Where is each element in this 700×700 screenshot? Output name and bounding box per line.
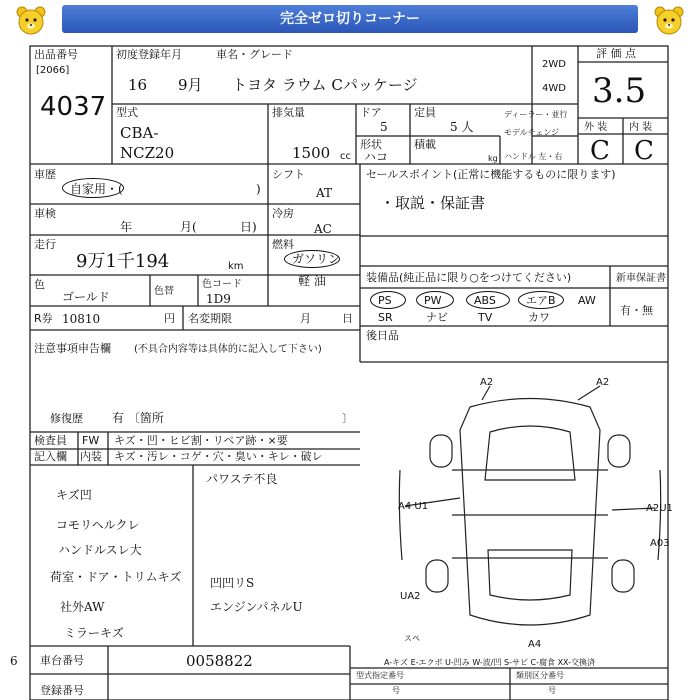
mark-rear-left: UA2 [400, 591, 421, 602]
banner-bar [62, 5, 638, 33]
mileage-label: 走行 [34, 238, 56, 251]
equip-abs-circle [466, 291, 510, 309]
new-warranty-label: 新車保証書 [616, 273, 666, 284]
mark-left-side: A4 U1 [398, 501, 429, 512]
dealer-label: ディーラー・並行 [504, 110, 568, 119]
equip-ps: PS [378, 294, 392, 307]
inspection-month: 月( [180, 220, 197, 234]
footer-col2: 類別区分番号 [516, 671, 564, 680]
recycle-unit: 円 [164, 312, 175, 325]
car-diagram [399, 386, 660, 625]
notes-label: 注意事項申告欄 [34, 342, 111, 355]
header-banner [0, 0, 700, 40]
door-label: ドア [360, 106, 382, 119]
mascot-icon [14, 3, 48, 37]
reg-number-label: 登録番号 [40, 684, 84, 697]
fuel-value: ガソリン [292, 252, 341, 266]
equip-pw: PW [424, 294, 442, 307]
handle-label: ハンドル 左・右 [504, 152, 563, 161]
chassis-label: 車台番号 [40, 654, 84, 667]
damage-legend: A-キズ E-エクボ U-凹み W-波/凹 S-サビ C-腐食 XX-交換済 [384, 658, 596, 667]
footer-unit2: 号 [548, 686, 556, 695]
equip-sr: SR [378, 311, 393, 324]
equip-airbag: エアB [526, 294, 556, 307]
remark-left-6: ミラーキズ [64, 626, 124, 640]
repair-value: 有 〔箇所 [112, 411, 164, 425]
color-label: 色 [34, 278, 45, 291]
side-mark: 6 [10, 654, 18, 668]
fuel-label: 燃料 [272, 238, 294, 251]
history-close: ) [256, 182, 261, 196]
fuel-circle [284, 250, 340, 268]
color-code-value: 1D9 [206, 292, 231, 306]
capacity-value: 5 人 [450, 120, 474, 134]
mark-right-rear: A03 [650, 538, 670, 549]
model-line2: NCZ20 [120, 144, 175, 162]
displacement-label: 排気量 [272, 106, 305, 119]
chassis-value: 0058822 [186, 652, 253, 670]
capacity-label: 定員 [414, 106, 436, 119]
remark-left-2: コモリヘルクレ [56, 518, 140, 532]
lot-sub: [2066] [36, 65, 70, 76]
exterior-value: C [590, 136, 610, 166]
inspection-year: 年 [120, 220, 133, 234]
rating-value: 3.5 [592, 71, 647, 111]
shift-label: シフト [272, 168, 305, 181]
interior-label: 内 装 [629, 122, 653, 133]
sales-point-value: ・取説・保証書 [380, 194, 486, 212]
model-label: 型式 [116, 106, 138, 119]
load-label: 積載 [414, 138, 436, 151]
color-code-label: 色コード [202, 279, 242, 290]
remark-right-3: エンジンパネルU [210, 600, 303, 614]
km-unit: km [228, 261, 244, 272]
auction-sheet [0, 40, 700, 700]
mod-label: 名変期限 [188, 312, 232, 325]
remark-right-2: 凹凹リS [210, 576, 255, 590]
displacement-value: 1500 [292, 144, 331, 162]
equip-leather: カワ [528, 311, 550, 324]
check-row2: キズ・汚レ・コゲ・穴・臭い・キレ・破レ [114, 450, 323, 463]
shift-value: AT [316, 186, 333, 200]
mark-right-side: A2U1 [646, 503, 673, 514]
drive-4wd: 4WD [542, 83, 566, 94]
mark-front-right: A2 [596, 377, 610, 388]
equip-abs: ABS [474, 294, 496, 307]
kg-unit: kg [488, 154, 498, 163]
mod-day: 日 [342, 312, 353, 325]
fw-label: FW [82, 434, 100, 447]
model-line1: CBA- [120, 124, 159, 142]
footer-col1: 型式指定番号 [356, 671, 404, 680]
recycle-label: R券 [34, 312, 53, 325]
inspection-day: 日) [240, 220, 257, 234]
inspection-label: 車検 [34, 207, 56, 220]
model-change-label: モデルチェンジ [504, 128, 560, 137]
mascot-icon [652, 3, 686, 37]
remark-left-4: 荷室・ドア・トリムキズ [50, 570, 182, 584]
car-name: トヨタ ラウム Cパッケージ [232, 76, 418, 94]
color2-label: 色替 [154, 286, 174, 297]
door-value: 5 [380, 120, 388, 134]
equip-label: 装備品(純正品に限り○をつけてください) [366, 271, 572, 284]
rating-label: 評 価 点 [596, 47, 636, 60]
remark-left-3: ハンドルスレ大 [58, 543, 142, 557]
equip-navi: ナビ [426, 311, 448, 324]
history-label: 車歴 [34, 168, 56, 181]
recycle-value: 10810 [62, 312, 101, 326]
notes-sub: (不具合内容等は具体的に記入して下さい) [134, 344, 322, 355]
check-row1: キズ・凹・ヒビ割・リペア跡・×要 [114, 434, 288, 447]
shape-label: 形状 [360, 138, 382, 151]
inspector-label: 検査員 [34, 434, 67, 447]
lot-label: 出品番号 [34, 48, 78, 61]
equip-aw: AW [578, 294, 596, 307]
equip-pw-circle [416, 291, 454, 309]
reg-year: 16 [128, 76, 148, 94]
shape-value: ハコ [364, 150, 389, 164]
equip-tv: TV [478, 311, 493, 324]
first-reg-label: 初度登録年月 [116, 48, 182, 61]
history-circle [62, 178, 124, 198]
mod-month: 月 [300, 312, 311, 325]
cc-unit: cc [340, 151, 351, 162]
fuel-other: 軽 油 [298, 274, 326, 288]
banner-title: 完全ゼロ切りコーナー [280, 11, 420, 27]
history-value: 自家用・( [70, 182, 123, 196]
exterior-label: 外 装 [584, 122, 608, 133]
remark-left-1: キズ凹 [56, 488, 92, 502]
stamp-small: スペ [404, 634, 420, 643]
reg-month: 9月 [178, 76, 203, 94]
warranty-value: 有・無 [620, 304, 653, 317]
ac-value: AC [314, 222, 332, 236]
footer-unit1: 号 [392, 686, 400, 695]
entry-label: 記入欄 [34, 450, 67, 463]
lot-number: 4037 [40, 92, 107, 122]
mileage-value: 9万1千194 [76, 251, 170, 272]
inside-label: 内装 [80, 450, 102, 463]
drive-2wd: 2WD [542, 59, 566, 70]
repair-close: 〕 [342, 412, 353, 425]
remark-left-5: 社外AW [60, 600, 105, 614]
sales-point-label: セールスポイント(正常に機能するものに限ります) [366, 168, 616, 181]
name-label: 車名・グレード [216, 48, 293, 61]
equip-ps-circle [370, 291, 406, 309]
mark-front-left: A2 [480, 377, 494, 388]
interior-value: C [634, 136, 654, 166]
ac-label: 冷房 [272, 207, 294, 220]
remark-right-1: パワステ不良 [206, 472, 278, 486]
equip-airbag-circle [518, 291, 564, 309]
rear-seat-label: 後日品 [366, 329, 399, 342]
repair-label: 修復歴 [50, 412, 83, 425]
mark-rear: A4 [528, 639, 542, 650]
color-value: ゴールド [62, 290, 110, 304]
